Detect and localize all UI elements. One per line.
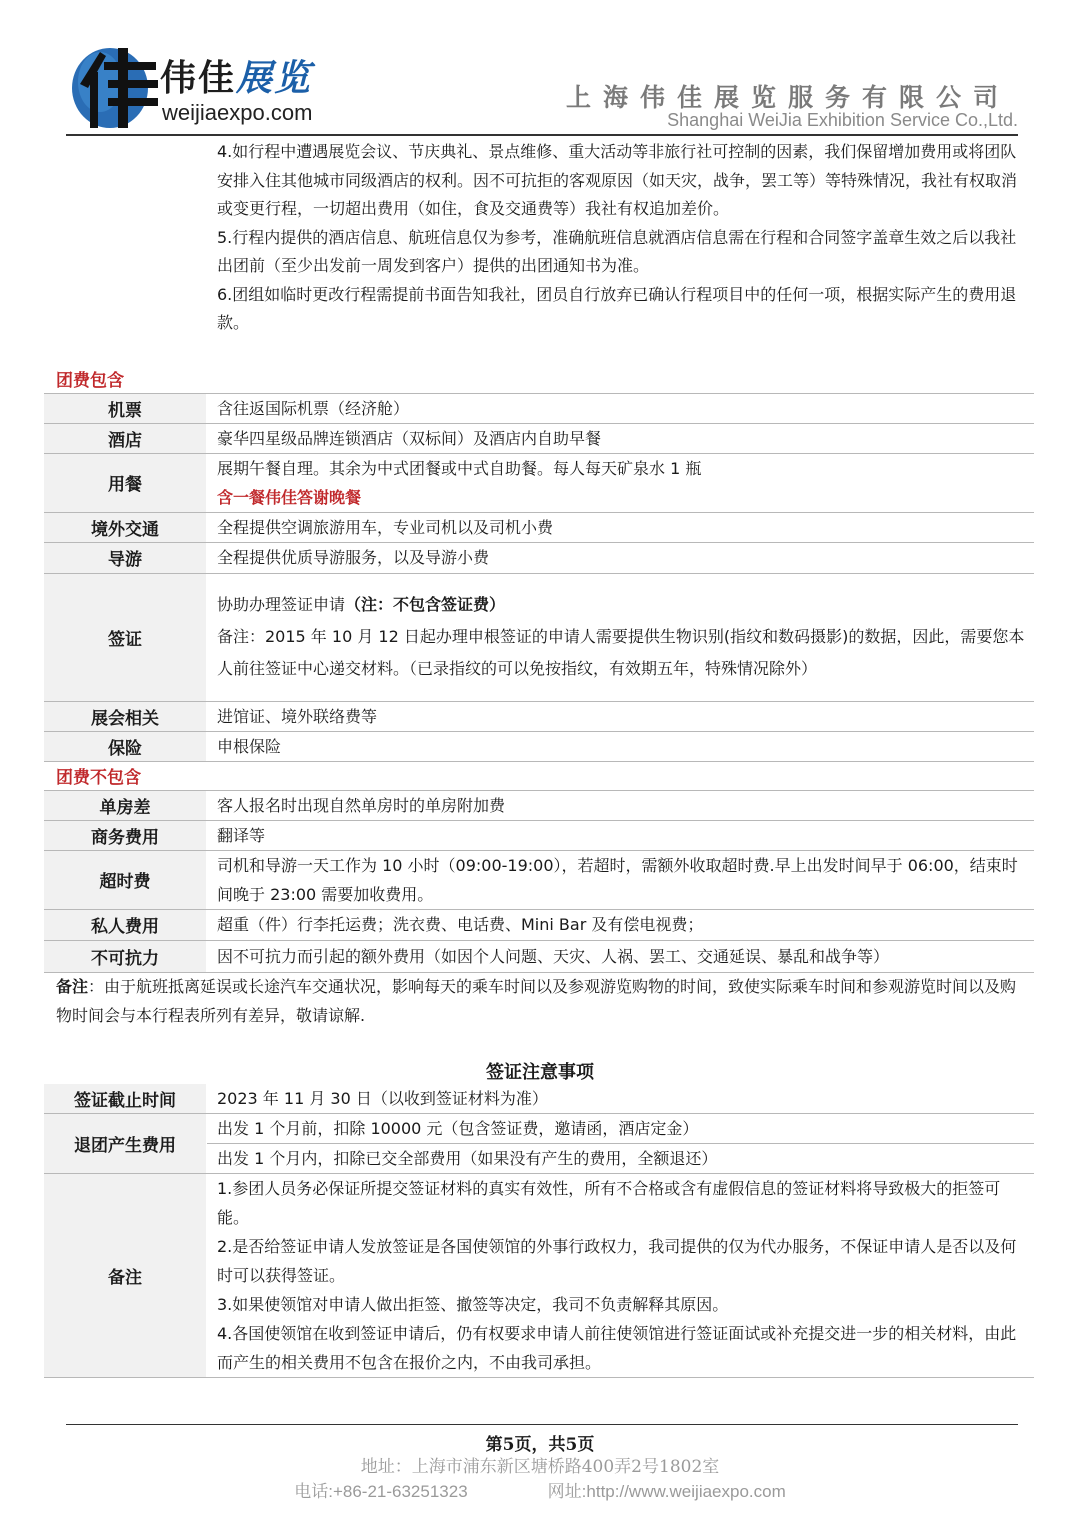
note-6: 6.团组如临时更改行程需提前书面告知我社，团员自行放弃已确认行程项目中的任何一项，根据实际产生的费用退款。 — [217, 284, 1017, 332]
row-label: 保险 — [44, 731, 207, 761]
row-label: 商务费用 — [44, 820, 207, 850]
meal-text: 展期午餐自理。其余为中式团餐或中式自助餐。每人每天矿泉水 1 瓶 — [217, 458, 702, 478]
row-value: 申根保险 — [207, 731, 1035, 761]
section-excluded-title: 团费不包含 — [44, 761, 1034, 790]
row-value: 司机和导游一天工作为 10 小时（09:00-19:00），若超时，需额外收取超时费.早上出发时间早于 06:00，结束时间晚于 23:00 需要加收费用。 — [207, 850, 1035, 909]
logo-cn-a: 伟佳 — [160, 57, 237, 99]
visa-table — [44, 1084, 1034, 1378]
footer-phone: 电话:+86-21-63251323 — [294, 1482, 468, 1501]
row-label: 备注 — [44, 1174, 207, 1378]
row-value: 2023 年 11 月 30 日（以收到签证材料为准） — [207, 1084, 1035, 1114]
row-value: 出发 1 个月内，扣除已交全部费用（如果没有产生的费用，全额退还） — [207, 1144, 1035, 1174]
row-label: 超时费 — [44, 850, 207, 909]
itinerary-notes — [217, 138, 1027, 338]
row-value: 全程提供优质导游服务，以及导游小费 — [207, 542, 1035, 573]
note-4: 4.如行程中遭遇展览会议、节庆典礼、景点维修、重大活动等非旅行社可控制的因素，我们保留增加费用或将团队安排入住其他城市同级酒店的权利。因不可抗拒的客观原因（如天灾，战争，罢工等）等特殊情况，我社有权取消或变更行程，一切超出费用（如住，食及交通费等）我社有权追加差价。 — [217, 142, 1018, 218]
company-name-en: Shanghai WeiJia Exhibition Service Co.,Ltd. — [667, 110, 1018, 130]
footer-website: 网址:http://www.weijiaexpo.com — [547, 1482, 786, 1501]
row-value: 翻译等 — [207, 820, 1035, 850]
row-label: 导游 — [44, 542, 207, 573]
footer-address: 地址：上海市浦东新区塘桥路400弄2号1802室 — [360, 1457, 720, 1477]
remark-text: ：由于航班抵离延误或长途汽车交通状况，影响每天的乘车时间以及参观游览购物的时间，致使实际乘车时间和参观游览时间以及购物时间会与本行程表所列有差异，敬请谅解. — [56, 977, 1017, 1025]
visa-biometric-note: 备注：2015 年 10 月 12 日起办理申根签证的申请人需要提供生物识别(指纹和数码摄影)的数据，因此，需要您本人前往签证中心递交材料。（已录指纹的可以免按指纹，有效期五年，特殊情况除外） — [217, 627, 1025, 678]
section-included-title: 团费包含 — [44, 364, 1034, 393]
fee-table — [44, 364, 1034, 973]
visa-note-2: 2.是否给签证申请人发放签证是各国使领馆的外事行政权力，我司提供的仅为代办服务，不保证申请人是否以及何时可以获得签证。 — [217, 1237, 1017, 1285]
row-value: 超重（件）行李托运费；洗衣费、电话费、Mini Bar 及有偿电视费； — [207, 909, 1035, 940]
row-value: 因不可抗力而引起的额外费用（如因个人问题、天灾、人祸、罢工、交通延误、暴乱和战争等） — [207, 940, 1035, 972]
row-label: 退团产生费用 — [44, 1114, 207, 1174]
footer-contact — [0, 1477, 1080, 1502]
company-logo — [70, 40, 370, 132]
remark-label: 备注 — [56, 977, 89, 996]
visa-section-title: 签证注意事项 — [486, 1062, 594, 1083]
row-label: 酒店 — [44, 423, 207, 453]
visa-fee-note: （注：不包含签证费） — [345, 595, 506, 614]
visa-note-4: 4.各国使领馆在收到签证申请后，仍有权要求申请人前往使领馆进行签证面试或补充提交进一步的相关材料，由此而产生的相关费用不包含在报价之内，不由我司承担。 — [217, 1324, 1017, 1372]
visa-note-1: 1.参团人员务必保证所提交签证材料的真实有效性，所有不合格或含有虚假信息的签证材料将导致极大的拒签可能。 — [217, 1179, 1001, 1227]
visa-assist — [217, 589, 1028, 621]
row-value — [207, 1174, 1035, 1378]
row-label: 单房差 — [44, 790, 207, 820]
row-value — [207, 453, 1035, 512]
logo-url: weijiaexpo.com — [162, 100, 313, 125]
visa-assist-text: 协助办理签证申请 — [217, 595, 346, 614]
row-value: 全程提供空调旅游用车，专业司机以及司机小费 — [207, 512, 1035, 542]
page-number: 第5页，共5页 — [485, 1435, 595, 1455]
logo-text-cn — [160, 50, 312, 101]
row-label: 用餐 — [44, 453, 207, 512]
general-remark — [56, 972, 1028, 1030]
company-name-cn: 上海伟佳展览服务有限公司 — [565, 83, 1010, 112]
row-label: 签证 — [44, 573, 207, 701]
row-value: 进馆证、境外联络费等 — [207, 701, 1035, 731]
meal-highlight: 含一餐伟佳答谢晚餐 — [217, 487, 362, 507]
row-label: 不可抗力 — [44, 940, 207, 972]
logo-mark-icon — [70, 42, 162, 130]
row-value — [207, 573, 1035, 701]
logo-cn-b: 展览 — [236, 57, 313, 99]
row-value: 豪华四星级品牌连锁酒店（双标间）及酒店内自助早餐 — [207, 423, 1035, 453]
row-label: 机票 — [44, 393, 207, 423]
row-label: 私人费用 — [44, 909, 207, 940]
row-label: 签证截止时间 — [44, 1084, 207, 1114]
row-value: 客人报名时出现自然单房时的单房附加费 — [207, 790, 1035, 820]
row-value: 含往返国际机票（经济舱） — [207, 393, 1035, 423]
note-5: 5.行程内提供的酒店信息、航班信息仅为参考，准确航班信息就酒店信息需在行程和合同签字盖章生效之后以我社出团前（至少出发前一周发到客户）提供的出团通知书为准。 — [217, 227, 1017, 275]
row-label: 展会相关 — [44, 701, 207, 731]
footer-divider — [66, 1424, 1018, 1425]
visa-note-3: 3.如果使领馆对申请人做出拒签、撤签等决定，我司不负责解释其原因。 — [217, 1295, 729, 1314]
header-divider — [66, 134, 1018, 136]
row-value: 出发 1 个月前，扣除 10000 元（包含签证费，邀请函，酒店定金） — [207, 1114, 1035, 1144]
row-label: 境外交通 — [44, 512, 207, 542]
